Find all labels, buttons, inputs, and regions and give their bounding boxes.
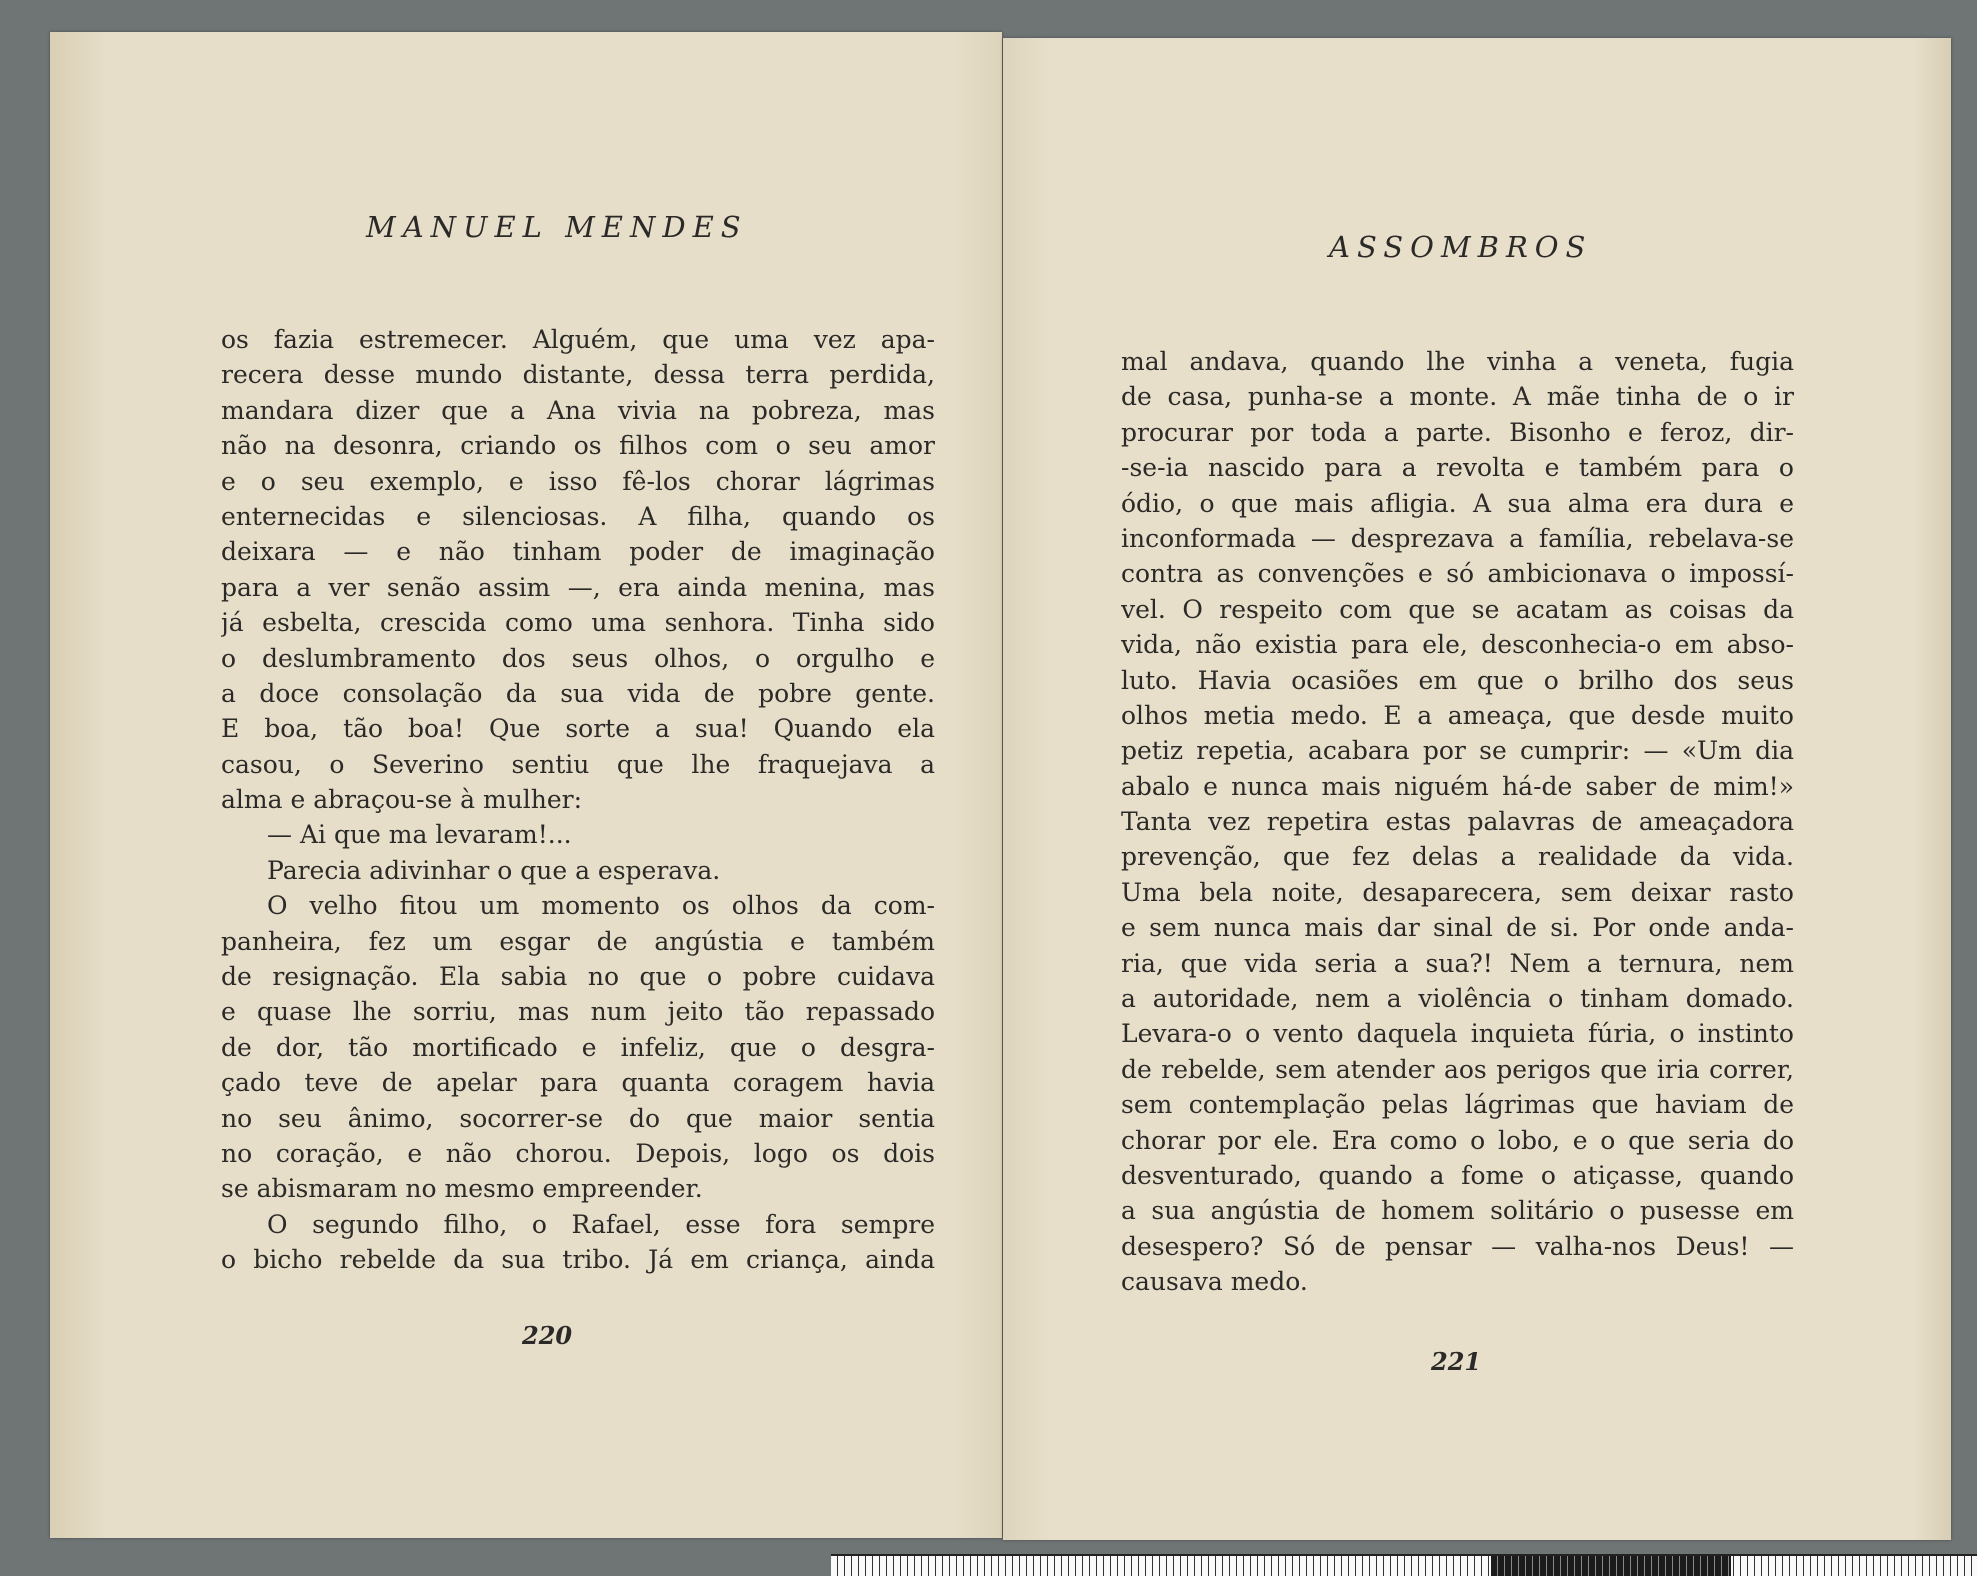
text-line: O segundo filho, o Rafael, esse fora sempre — [267, 1209, 935, 1239]
text-line: se abismaram no mesmo empreender. — [221, 1174, 703, 1204]
text-line: contra as convenções e só ambicionava o impossí- — [1121, 559, 1794, 589]
running-header-author: MANUEL MENDES — [366, 210, 748, 244]
text-line: inconformada — desprezava a família, rebelava-se — [1121, 523, 1794, 553]
text-line: -se-ia nascido para a revolta e também para o — [1121, 453, 1794, 483]
text-line: não na desonra, criando os filhos com o seu amor — [221, 431, 935, 461]
text-line: procurar por toda a parte. Bisonho e feroz, dir- — [1121, 417, 1794, 447]
text-line: e o seu exemplo, e isso fê-los chorar lágrimas — [221, 466, 935, 496]
text-line: ódio, o que mais afligia. A sua alma era dura e — [1121, 488, 1794, 518]
text-line: deixara — e não tinham poder de imaginação — [221, 537, 935, 567]
text-line: de casa, punha-se a monte. A mãe tinha de o ir — [1121, 382, 1794, 412]
text-line: casou, o Severino sentiu que lhe fraquejava a — [221, 749, 935, 779]
text-line: panheira, fez um esgar de angústia e também — [221, 926, 935, 956]
text-line: a autoridade, nem a violência o tinham domado. — [1121, 984, 1794, 1014]
scale-ruler — [831, 1554, 1977, 1576]
text-line: recera desse mundo distante, dessa terra perdida, — [221, 360, 935, 390]
text-line: desventurado, quando a fome o atiçasse, quando — [1121, 1160, 1794, 1190]
text-line: petiz repetia, acabara por se cumprir: — «Um dia — [1121, 736, 1794, 766]
text-line: os fazia estremecer. Alguém, que uma vez apa- — [221, 325, 935, 354]
left-page-body — [221, 322, 935, 1278]
text-line: e sem nunca mais dar sinal de si. Por onde anda- — [1121, 913, 1794, 943]
text-line: alma e abraçou-se à mulher: — [221, 785, 583, 815]
text-line: luto. Havia ocasiões em que o brilho dos seus — [1121, 665, 1794, 695]
text-line: a doce consolação da sua vida de pobre gente. — [221, 678, 935, 708]
text-line: O velho fitou um momento os olhos da com- — [267, 891, 935, 921]
page-number: 220 — [522, 1321, 573, 1350]
text-line: Tanta vez repetira estas palavras de ameaçadora — [1121, 807, 1794, 837]
text-line: sem contemplação pelas lágrimas que haviam de — [1121, 1090, 1794, 1120]
text-line: causava medo. — [1121, 1267, 1308, 1297]
text-line: de dor, tão mortificado e infeliz, que o desgra- — [221, 1032, 935, 1062]
text-line: de rebelde, sem atender aos perigos que iria correr, — [1121, 1054, 1794, 1084]
page-number: 221 — [1431, 1347, 1482, 1376]
dialogue-line: — Ai que ma levaram!... — [267, 820, 572, 850]
text-line: no seu ânimo, socorrer-se do que maior sentia — [221, 1103, 935, 1133]
text-line: o deslumbramento dos seus olhos, o orgulho e — [221, 643, 935, 673]
text-line: e quase lhe sorriu, mas num jeito tão repassado — [221, 997, 935, 1027]
text-line: desespero? Só de pensar — valha-nos Deus! — — [1121, 1231, 1794, 1261]
text-line: mandara dizer que a Ana vivia na pobreza, mas — [221, 395, 935, 425]
text-line: já esbelta, crescida como uma senhora. Tinha sido — [221, 608, 935, 638]
text-line: çado teve de apelar para quanta coragem havia — [221, 1068, 935, 1098]
text-line: Parecia adivinhar o que a esperava. — [267, 855, 721, 885]
text-line: Levara-o o vento daquela inquieta fúria, o instinto — [1121, 1019, 1794, 1049]
text-line: a sua angústia de homem solitário o pusesse em — [1121, 1196, 1794, 1226]
text-line: Uma bela noite, desaparecera, sem deixar rasto — [1121, 877, 1794, 907]
text-line: ria, que vida seria a sua?! Nem a ternura, nem — [1121, 948, 1794, 978]
text-line: no coração, e não chorou. Depois, logo os dois — [221, 1138, 935, 1168]
text-line: o bicho rebelde da sua tribo. Já em criança, ainda — [221, 1245, 935, 1275]
left-page — [50, 32, 1002, 1538]
running-header-title: ASSOMBROS — [1329, 230, 1593, 264]
text-line: prevenção, que fez delas a realidade da vida. — [1121, 842, 1794, 872]
text-line: E boa, tão boa! Que sorte a sua! Quando ela — [221, 714, 935, 744]
text-line: chorar por ele. Era como o lobo, e o que seria do — [1121, 1125, 1794, 1155]
text-line: olhos metia medo. E a ameaça, que desde muito — [1121, 700, 1794, 730]
text-line: mal andava, quando lhe vinha a veneta, fugia — [1121, 347, 1794, 376]
text-line: enternecidas e silenciosas. A filha, quando os — [221, 501, 935, 531]
text-line: para a ver senão assim —, era ainda menina, mas — [221, 572, 935, 602]
text-line: abalo e nunca mais niguém há-de saber de mim!» — [1121, 771, 1794, 801]
text-line: vida, não existia para ele, desconhecia-o em abso- — [1121, 630, 1794, 660]
right-page — [1003, 38, 1951, 1540]
text-line: vel. O respeito com que se acatam as coisas da — [1121, 594, 1794, 624]
text-line: de resignação. Ela sabia no que o pobre cuidava — [221, 962, 935, 992]
ruler-dark-segment — [1491, 1556, 1731, 1576]
right-page-body — [1121, 344, 1794, 1300]
